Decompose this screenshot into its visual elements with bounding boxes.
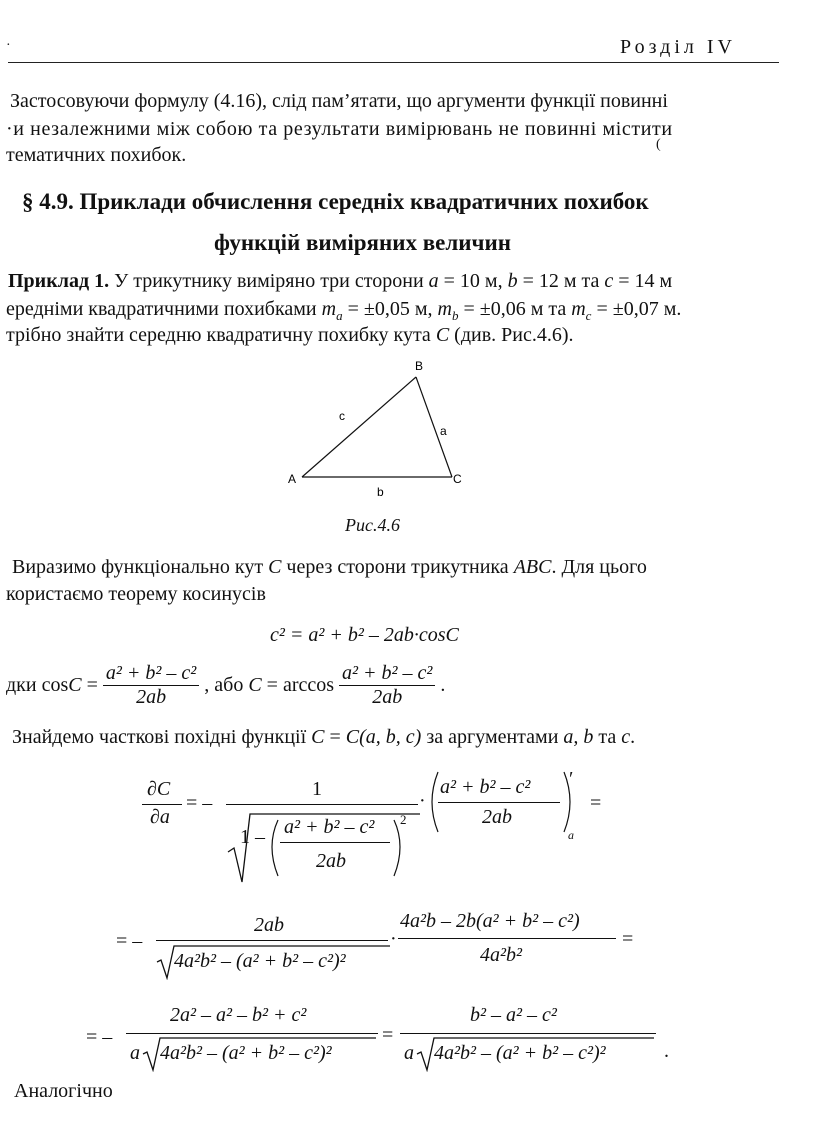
stray-mark: ( (656, 137, 661, 152)
dC-numerator: ∂C (147, 778, 171, 800)
vertex-C-label: C (453, 472, 462, 486)
row3-den-a: a (130, 1042, 140, 1064)
row1-paren-bar (438, 802, 560, 803)
example-label: Приклад 1. (8, 270, 110, 292)
row3-num: 2a² – a² – b² + c² (170, 1004, 307, 1026)
running-header: Розділ IV (620, 36, 736, 58)
row3-den2-a: a (404, 1042, 414, 1064)
header-rule (8, 62, 779, 63)
row3-radicand-2: 4a²b² – (a² + b² – c²)² (434, 1042, 606, 1064)
row2-den2: 4a²b² (480, 944, 522, 966)
side-a-label: a (440, 424, 447, 438)
row2-eq-minus: = – (116, 930, 143, 952)
row2-num2: 4a²b – 2b(a² + b² – c²) (400, 910, 580, 932)
section-title-line-2: функцій виміряних величин (214, 230, 511, 255)
row2-dot: · (390, 928, 397, 950)
intro-line-2: ·и незалежними між собою та результати вимірювань не повинні містити (6, 118, 673, 140)
row1-inner-num: a² + b² – c² (284, 816, 375, 838)
cos-formula-line: дки cosC = $\frac{\text{a² + b² – c²}}{2ab}$ , або C = arccos $\frac{\text{a² + b² – c²}}{2ab}$ . (6, 662, 446, 708)
example-line-3: трібно знайти середню квадратичну похибку кута C (див. Рис.4.6). (6, 324, 574, 346)
row1-paren-num: a² + b² – c² (440, 776, 531, 798)
arccos-fraction: $\frac{\text{a² + b² – c²}}{2ab}$ (339, 662, 435, 709)
triangle-figure (280, 356, 480, 506)
intro-line-1: Застосовуючи формулу (4.16), слід пам’ятати, що аргументи функції повинні (10, 90, 668, 112)
row2-bar (156, 940, 388, 941)
row3-bar (126, 1033, 378, 1034)
row1-dot: · (419, 790, 426, 812)
row1-one: 1 (312, 778, 322, 800)
row2-eq: = (622, 928, 634, 950)
dC-da-bar (142, 804, 182, 805)
row3-num2: b² – a² – c² (470, 1004, 557, 1026)
da-denominator: ∂a (150, 806, 170, 828)
vertex-B-label: B (415, 359, 424, 373)
row2-bar2 (398, 938, 616, 939)
analogically: Аналогічно (14, 1080, 113, 1102)
row1-square: 2 (400, 812, 407, 827)
row3-radicand: 4a²b² – (a² + b² – c²)² (160, 1042, 332, 1064)
vertex-A-label: A (288, 472, 297, 486)
side-c (302, 377, 416, 477)
row1-inner-den: 2ab (316, 850, 346, 872)
partials-sentence: Знайдемо часткові похідні функції C = C(a, b, c) за аргументами a, b та c. (12, 726, 636, 748)
row1-sub-a: a (568, 828, 574, 842)
row1-paren-den: 2ab (482, 806, 512, 828)
section-title-line-1: § 4.9. Приклади обчислення середніх квадратичних похибок (22, 189, 649, 214)
row2-radicand: 4a²b² – (a² + b² – c²)² (174, 950, 346, 972)
row1-eq: = (590, 792, 602, 814)
row3-eq-minus: = – (86, 1026, 113, 1048)
header-mark: · (6, 38, 11, 53)
side-c-label: c (339, 409, 345, 423)
row1-prime: ′ (569, 768, 574, 790)
row3-end: . (664, 1040, 669, 1062)
intro-line-3: тематичних похибок. (6, 144, 187, 166)
row1-eq-minus: = – (186, 792, 213, 814)
figure-caption: Рис.4.6 (345, 515, 400, 535)
body-line-1: Виразимо функціонально кут C через сторони трикутника ABC. Для цього (12, 556, 647, 578)
side-b-label: b (377, 485, 384, 499)
row1-inner-bar (280, 842, 390, 843)
row3-eq: = (382, 1024, 394, 1046)
cosine-theorem: c² = a² + b² – 2ab·cosC (270, 624, 459, 646)
example-line-1: Приклад 1. У трикутнику виміряно три сторони a = 10 м, b = 12 м та c = 14 м (8, 270, 673, 292)
row1-main-bar (226, 804, 418, 805)
body-line-2: користаємо теорему косинусів (6, 583, 266, 605)
example-line-2: ередніми квадратичними похибками $m_a = \pm 0,05$ м, $m_b = \pm 0,06$ м та $m_c = \pm 0,07$ м. (6, 298, 682, 323)
row2-num: 2ab (254, 914, 284, 936)
cos-fraction: $\frac{\text{a² + b² – c²}}{2ab}$ (103, 662, 199, 709)
row1-one-minus: 1 – (240, 826, 265, 848)
row3-bar2 (400, 1033, 656, 1034)
